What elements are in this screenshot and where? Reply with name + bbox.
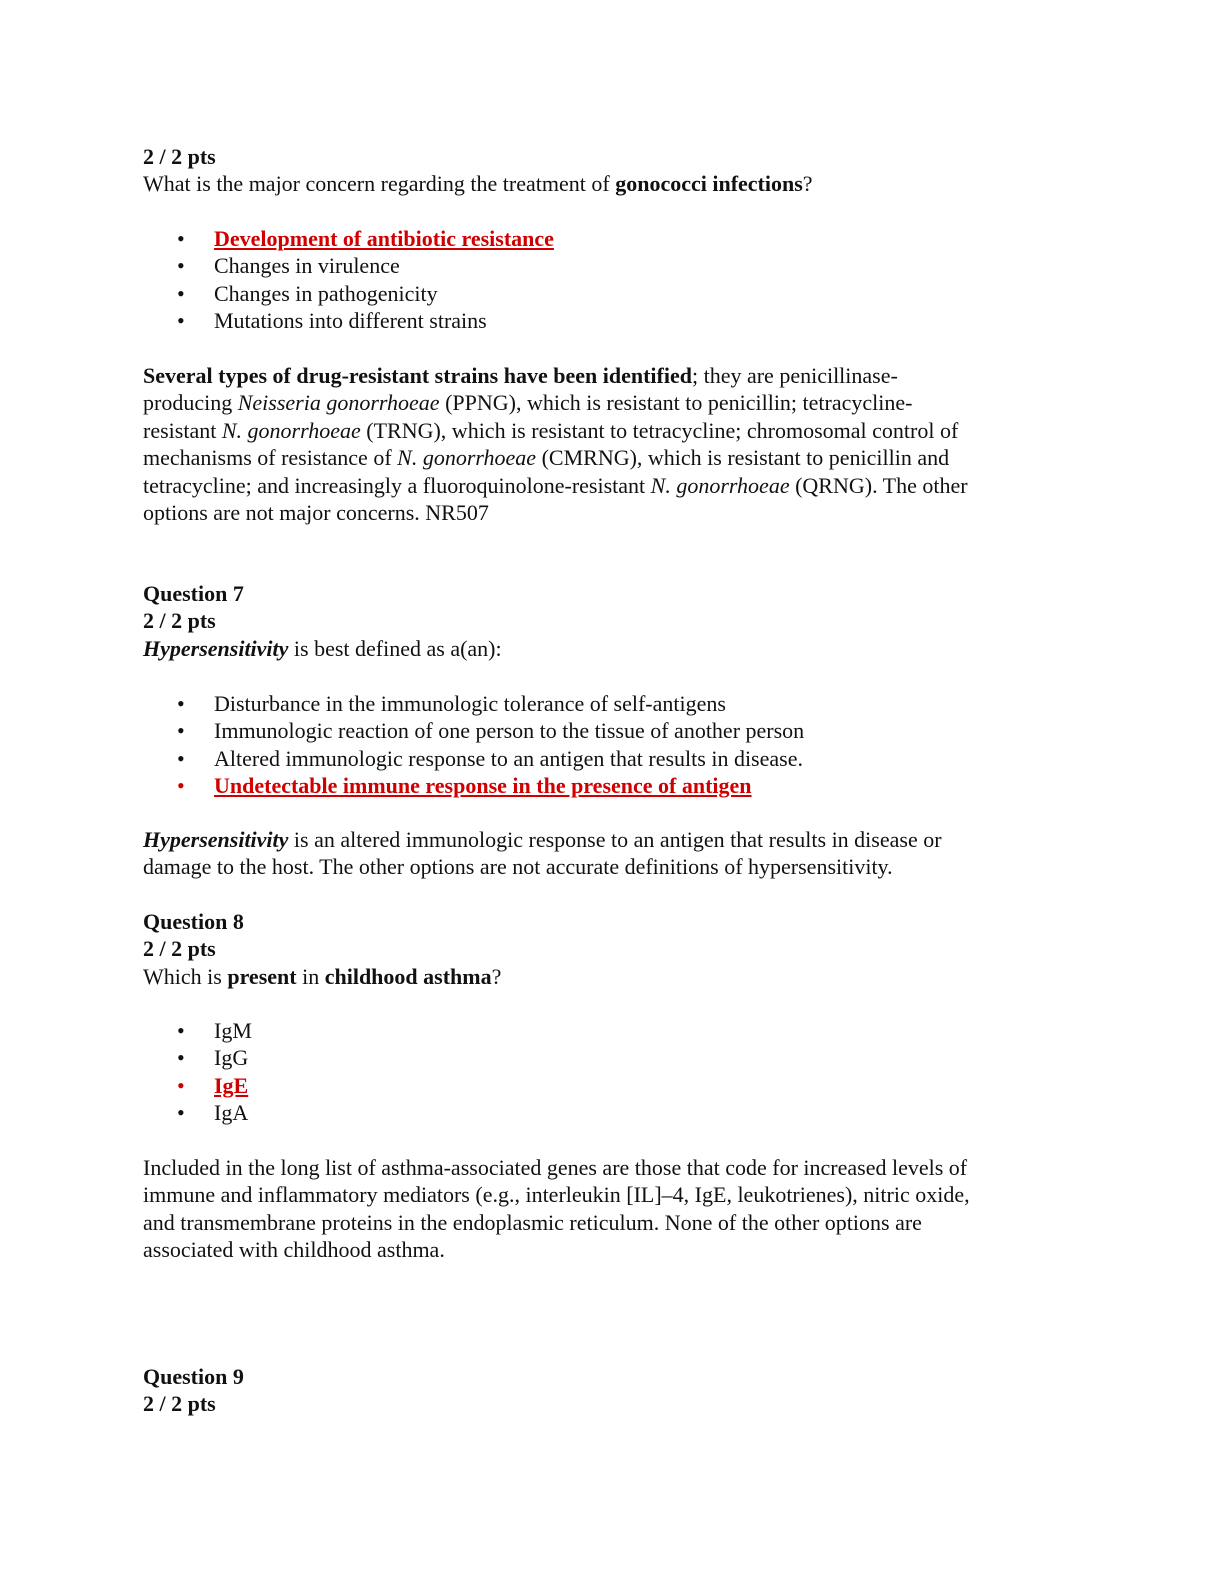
bullet-icon: • [177, 745, 185, 771]
answer-label: Changes in virulence [214, 253, 400, 279]
text: resistant [143, 417, 222, 443]
answer-label: Immunologic reaction of one person to the tissue of another person [214, 718, 805, 744]
answer-list [143, 225, 554, 335]
explanation [143, 362, 968, 526]
question-title: Question 9 [143, 1364, 244, 1389]
question-text [143, 170, 813, 197]
text-bold: Several types of drug-resistant strains have been identified [143, 363, 692, 388]
question-title: Question 8 [143, 909, 244, 934]
bullet-icon: • [177, 253, 185, 279]
text: (QRNG). The other [789, 472, 968, 498]
answer-option [143, 745, 804, 772]
text: ? [491, 963, 502, 989]
text: and transmembrane proteins in the endoplasmic reticulum. None of the other options are [143, 1209, 922, 1235]
text: (PPNG), which is resistant to penicillin; tetracycline- [439, 390, 913, 416]
text-bold: childhood asthma [324, 963, 492, 989]
question-text [143, 963, 501, 990]
answer-option [143, 690, 804, 717]
answer-option [143, 280, 554, 307]
answer-option [143, 252, 554, 279]
answer-label: Altered immunologic response to an antigen that results in disease. [214, 745, 803, 771]
text: What is the major concern regarding the treatment of [143, 171, 616, 197]
answer-option [143, 1099, 252, 1126]
text: damage to the host. The other options are not accurate definitions of hypersensitivity. [143, 854, 893, 880]
text: Included in the long list of asthma-associated genes are those that code for increased levels of [143, 1155, 968, 1180]
question-9-header [143, 1363, 244, 1418]
question-6-header [143, 143, 813, 198]
answer-option [143, 1017, 252, 1044]
explanation [143, 1154, 970, 1264]
question-7-header [143, 580, 502, 662]
answer-option-correct [143, 225, 554, 252]
answer-label: Development of antibiotic resistance [214, 226, 554, 251]
text-bold-italic: Hypersensitivity [143, 635, 289, 661]
answer-list [143, 1017, 252, 1127]
bullet-icon: • [177, 1072, 185, 1098]
text: (TRNG), which is resistant to tetracycline; chromosomal control of [360, 417, 959, 443]
explanation [143, 826, 942, 881]
question-8-header [143, 908, 501, 990]
points: 2 / 2 pts [143, 1391, 216, 1417]
text-bold: present [227, 963, 297, 989]
text: is an altered immunologic response to an antigen that results in disease or [288, 827, 942, 852]
text: associated with childhood asthma. [143, 1237, 445, 1263]
answer-label: Mutations into different strains [214, 308, 487, 334]
text: producing [143, 390, 238, 416]
question-title: Question 7 [143, 581, 244, 606]
bullet-icon: • [177, 226, 185, 251]
bullet-icon: • [177, 691, 185, 716]
answer-option-selected [143, 772, 804, 799]
points: 2 / 2 pts [143, 608, 216, 634]
answer-option-correct [143, 1072, 252, 1099]
answer-label: IgA [214, 1100, 249, 1126]
text-italic: Neisseria gonorrhoeae [237, 390, 440, 416]
answer-list [143, 690, 804, 800]
answer-label: IgE [214, 1072, 249, 1098]
bullet-icon: • [177, 1045, 185, 1071]
points: 2 / 2 pts [143, 936, 216, 962]
text-italic: N. gonorrhoeae [221, 417, 361, 443]
bullet-icon: • [177, 773, 185, 799]
bullet-icon: • [177, 1018, 185, 1043]
text: (CMRNG), which is resistant to penicillin and [536, 445, 950, 471]
text: in [296, 963, 325, 989]
question-text [143, 635, 502, 662]
text: ; they are penicillinase- [691, 363, 898, 388]
answer-option [143, 1044, 252, 1071]
bullet-icon: • [177, 280, 185, 306]
text-bold-italic: Hypersensitivity [143, 827, 289, 852]
text: is best defined as a(an): [288, 635, 502, 661]
bullet-icon: • [177, 308, 185, 334]
points: 2 / 2 pts [143, 144, 216, 169]
answer-option [143, 717, 804, 744]
text: mechanisms of resistance of [143, 445, 398, 471]
answer-label: Changes in pathogenicity [214, 280, 438, 306]
bullet-icon: • [177, 1100, 185, 1126]
answer-label: Disturbance in the immunologic tolerance of self-antigens [214, 691, 726, 716]
answer-label: Undetectable immune response in the presence of antigen [214, 773, 752, 799]
text: tetracycline; and increasingly a fluoroquinolone-resistant [143, 472, 651, 498]
text: options are not major concerns. NR507 [143, 499, 489, 525]
text-bold: gonococci infections [615, 171, 803, 197]
answer-option [143, 307, 554, 334]
text-italic: N. gonorrhoeae [650, 472, 790, 498]
bullet-icon: • [177, 718, 185, 744]
text-italic: N. gonorrhoeae [397, 445, 537, 471]
text: immune and inflammatory mediators (e.g., interleukin [IL]–4, IgE, leukotrienes), nitric oxide, [143, 1182, 970, 1208]
text: ? [802, 171, 813, 197]
text: Which is [143, 963, 228, 989]
answer-label: IgG [214, 1045, 249, 1071]
answer-label: IgM [214, 1018, 252, 1043]
